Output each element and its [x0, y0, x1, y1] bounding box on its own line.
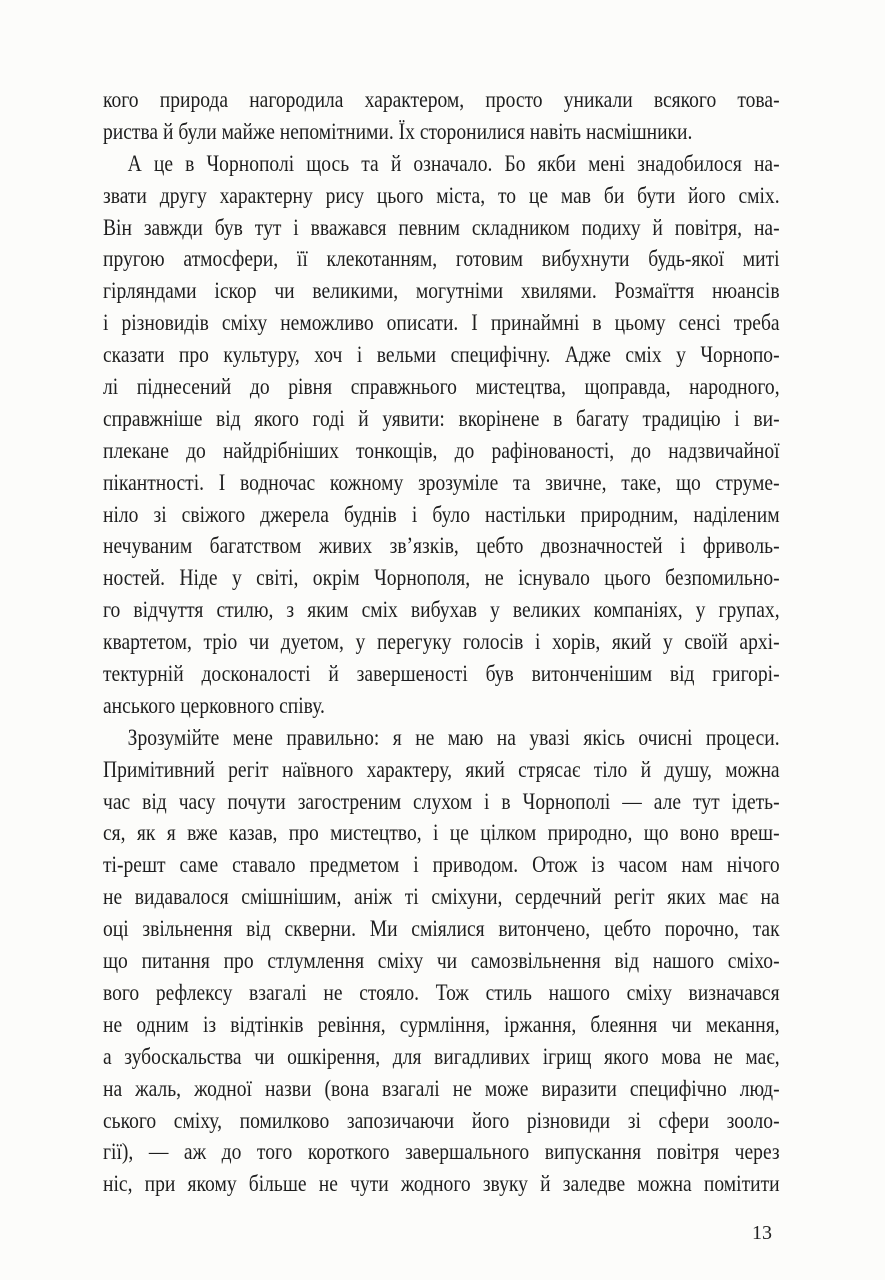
text-line: сказати про культуру, хоч і вельми специфічну. Адже сміх у Чорнопо-	[103, 342, 780, 368]
text-line: ніло зі свіжого джерела буднів і було настільки природним, наділеним	[103, 501, 780, 527]
text-line: лі піднесений до рівня справжнього мистецтва, щоправда, народного,	[103, 374, 780, 400]
text-line: ті-решт саме ставало предметом і приводом. Отож із часом нам нічого	[103, 852, 780, 878]
text-line: справжніше від якого годі й уявити: вкорінене в багату традицію і ви-	[103, 405, 780, 431]
text-line: Він завжди був тут і вважався певним складником подиху й повітря, на-	[103, 214, 780, 240]
text-line: а зубоскальства чи ошкірення, для вигадливих ігрищ якого мова не має,	[103, 1043, 780, 1069]
text-line: Зрозумійте мене правильно: я не маю на увазі якісь очисні процеси.	[127, 724, 780, 750]
paragraph	[103, 722, 780, 1200]
text-line: кого природа нагородила характером, просто уникали всякого това-	[103, 87, 780, 112]
text-line: звати другу характерну рису цього міста, то це мав би бути його сміх.	[103, 182, 780, 208]
text-line: не видавалося смішнішим, аніж ті сміхуни, сердечний регіт яких має на	[103, 884, 780, 910]
text-line: гірляндами іскор чи великими, могутніми хвилями. Розмаїття нюансів	[103, 278, 780, 304]
text-line: не одним із відтінків ревіння, сурмління, іржання, блеяння чи мекання,	[103, 1011, 780, 1037]
text-line: ніс, при якому більше не чути жодного звуку й заледве можна помітити	[103, 1171, 780, 1197]
paragraph	[103, 148, 780, 722]
text-line: ся, як я вже казав, про мистецтво, і це цілком природно, що воно вреш-	[103, 820, 780, 846]
text-line: го відчуття стилю, з яким сміх вибухав у великих компаніях, у групах,	[103, 597, 780, 623]
text-line: пікантності. І водночас кожному зрозуміле та звичне, таке, що струме-	[103, 469, 780, 495]
text-line: час від часу почути загостреним слухом і в Чорнополі — але тут ідеть-	[103, 788, 780, 814]
text-line: Примітивний регіт наївного характеру, який стрясає тіло й душу, можна	[103, 756, 780, 782]
paragraph	[103, 84, 780, 148]
text-line: що питання про стлумлення сміху чи самозвільнення від нашого сміхо-	[103, 948, 780, 974]
text-line: вого рефлексу взагалі не стояло. Тож стиль нашого сміху визначався	[103, 979, 780, 1005]
text-line: анського церковного співу.	[103, 692, 325, 718]
text-line: і різновидів сміху неможливо описати. І принаймні в цьому сенсі треба	[103, 310, 780, 336]
text-line: тектурній досконалості й завершеності був витонченішим від григорі-	[103, 661, 780, 687]
text-line: гії), — аж до того короткого завершального випускання повітря через	[103, 1139, 780, 1165]
text-line: нечуваним багатством живих зв’язків, цебто двозначностей і фриволь-	[103, 533, 780, 559]
text-line: А це в Чорнополі щось та й означало. Бо якби мені знадобилося на-	[127, 150, 780, 176]
page-number: 13	[752, 1222, 772, 1244]
text-line: плекане до найдрібніших тонкощів, до рафінованості, до надзвичайної	[103, 437, 780, 463]
text-line: на жаль, жодної назви (вона взагалі не може виразити специфічно люд-	[103, 1075, 780, 1101]
text-line: пругою атмосфери, її клекотанням, готовим вибухнути будь-якої миті	[103, 246, 780, 272]
text-line: квартетом, тріо чи дуетом, у перегуку голосів і хорів, який у своїй архі-	[103, 629, 780, 655]
text-line: оці звільнення від скверни. Ми сміялися витончено, цебто порочно, так	[103, 916, 780, 942]
text-line: ностей. Ніде у світі, окрім Чорнополя, не існувало цього безпомильно-	[103, 565, 780, 591]
text-line: ського сміху, помилково запозичаючи його різновиди зі сфери зооло-	[103, 1107, 780, 1133]
body-text	[103, 84, 780, 1200]
text-line: риства й були майже непомітними. Їх сторонилися навіть насмішники.	[103, 118, 693, 144]
